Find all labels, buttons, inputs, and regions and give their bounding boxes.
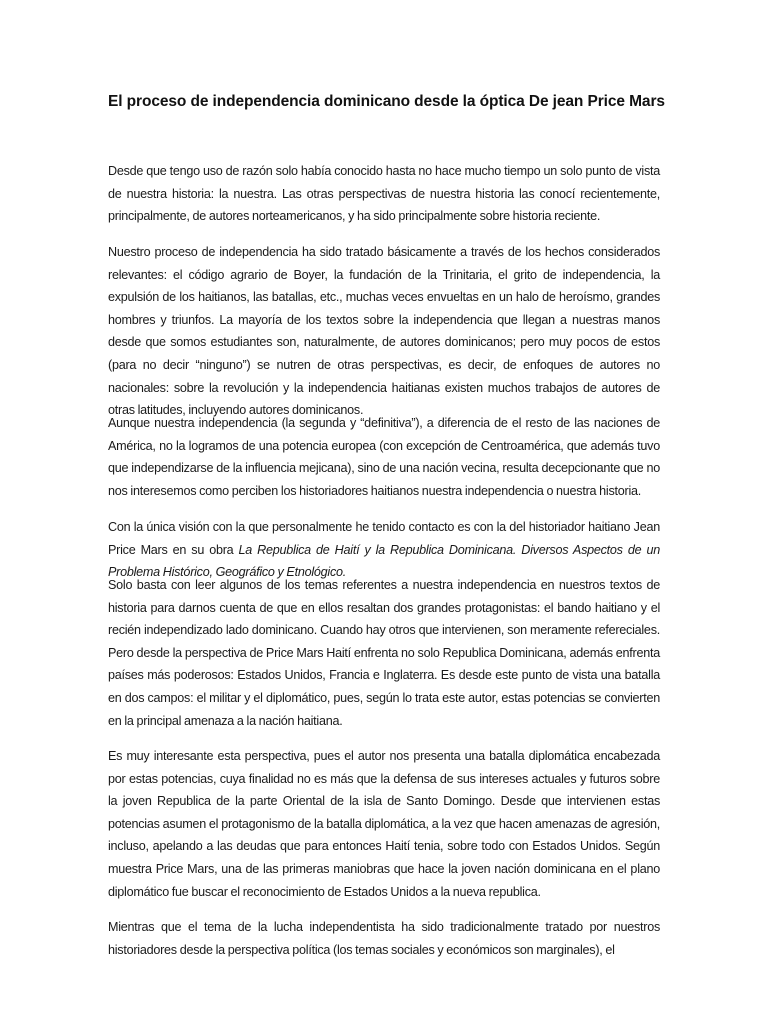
paragraph-4	[108, 516, 660, 580]
paragraph-3: Aunque nuestra independencia (la segunda y “definitiva”), a diferencia de el resto de las naciones de América, no la logramos de una potencia europea (con excepción de Centroamérica, que además tuvo que independizarse de la influencia mejicana), sino de una nación vecina, resulta decepcionante que no nos interesemos como perciben los historiadores haitianos nuestra independencia o nuestra historia.	[108, 416, 660, 498]
document-body	[108, 160, 660, 974]
book-title-citation: La Republica de Haití y la Republica Dominicana. Diversos Aspectos de un Problema Histórico, Geográfico y Etnológico.	[108, 542, 660, 580]
paragraph-7: Mientras que el tema de la lucha independentista ha sido tradicionalmente tratado por nuestros historiadores desde la perspectiva política (los temas sociales y económicos son marginales), el	[108, 920, 660, 957]
document-title: El proceso de independencia dominicano desde la óptica De jean Price Mars	[108, 93, 665, 110]
paragraph-2: Nuestro proceso de independencia ha sido tratado básicamente a través de los hechos considerados relevantes: el código agrario de Boyer, la fundación de la Trinitaria, el grito de independencia, la expulsión de los haitianos, las batallas, etc., muchas veces envueltas en un halo de heroísmo, grandes hombres y triunfos. La mayoría de los textos sobre la independencia que llegan a nuestras manos desde que somos estudiantes son, naturalmente, de autores dominicanos; pero muy pocos de estos (para no decir “ninguno”) se nutren de otras perspectivas, es decir, de enfoques de autores no nacionales: sobre la revolución y la independencia haitianas existen muchos trabajos de autores de otras latitudes, incluyendo autores dominicanos.	[108, 245, 660, 418]
paragraph-6: Es muy interesante esta perspectiva, pues el autor nos presenta una batalla diplomática encabezada por estas potencias, cuya finalidad no es más que la defensa de sus intereses actuales y futuros sobre la joven Republica de la parte Oriental de la isla de Santo Domingo. Desde que intervienen estas potencias asumen el protagonismo de la batalla diplomática, a la vez que hacen amenazas de agresión, incluso, apelando a las deudas que para entonces Haití tenia, sobre todo con Estados Unidos. Según muestra Price Mars, una de las primeras maniobras que hace la joven nación dominicana en el plano diplomático fue buscar el reconocimiento de Estados Unidos a la nueva republica.	[108, 749, 660, 899]
paragraph-4-text: Con la única visión con la que personalmente he tenido contacto es con la del historiador haitiano Jean Price Mars en su obra	[108, 520, 660, 557]
paragraph-1: Desde que tengo uso de razón solo había conocido hasta no hace mucho tiempo un solo punto de vista de nuestra historia: la nuestra. Las otras perspectivas de nuestra historia las conocí recientemente, principalmente, de autores norteamericanos, y ha sido principalmente sobre historia reciente.	[108, 164, 660, 224]
paragraph-5: Solo basta con leer algunos de los temas referentes a nuestra independencia en nuestros textos de historia para darnos cuenta de que en ellos resaltan dos grandes protagonistas: el bando haitiano y el recién independizado lado dominicano. Cuando hay otros que intervienen, son meramente refereciales. Pero desde la perspectiva de Price Mars Haití enfrenta no solo Republica Dominicana, además enfrenta países más poderosos: Estados Unidos, Francia e Inglaterra. Es desde este punto de vista una batalla en dos campos: el militar y el diplomático, pues, según lo trata este autor, estas potencias se convierten en la principal amenaza a la nación haitiana.	[108, 578, 660, 728]
